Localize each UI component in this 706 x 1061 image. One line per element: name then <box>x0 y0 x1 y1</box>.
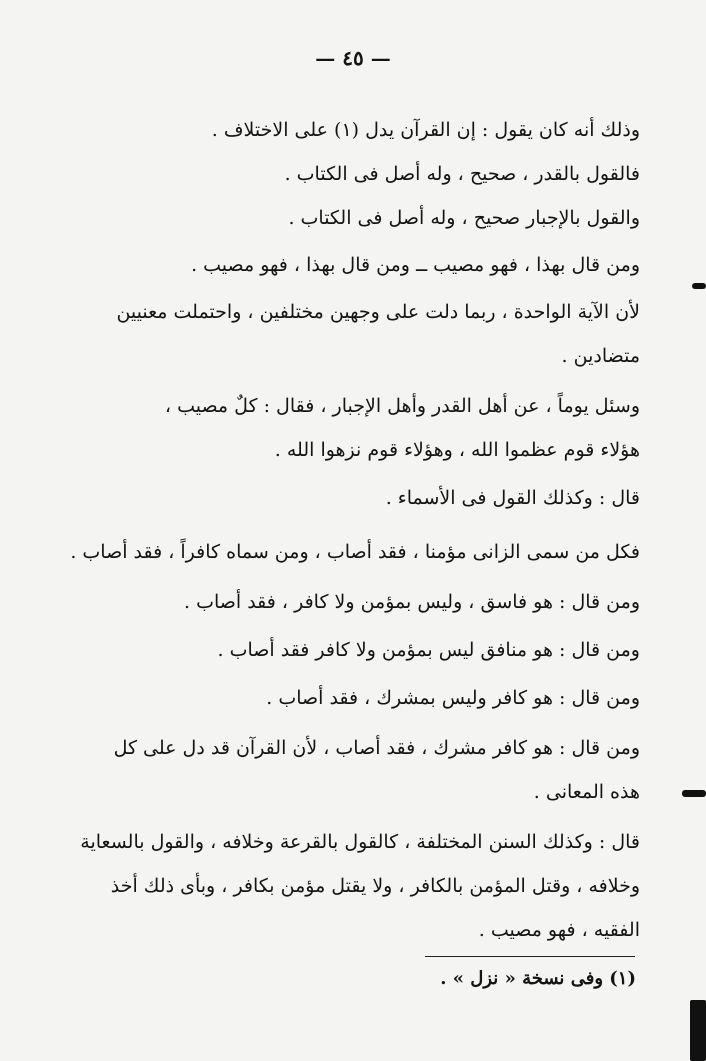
paragraph <box>100 108 640 152</box>
paragraph <box>100 152 640 196</box>
text-line: متضادين . <box>561 345 640 367</box>
scan-edge-mark <box>682 790 706 797</box>
page-number: — ٤٥ — <box>315 46 391 70</box>
paragraph <box>100 243 640 287</box>
paragraph <box>100 196 640 240</box>
footnote: (١) وفى نسخة « نزل » . <box>440 968 636 989</box>
text-line: هؤلاء قوم عظموا الله ، وهؤلاء قوم نزهوا الله . <box>274 439 640 461</box>
text-line: قال : وكذلك السنن المختلفة ، كالقول بالقرعة وخلافه ، والقول بالسعاية <box>80 831 640 853</box>
paragraph <box>100 676 640 720</box>
paragraph <box>80 820 640 952</box>
text-line: فالقول بالقدر ، صحيح ، وله أصل فى الكتاب . <box>284 163 640 185</box>
text-line: لأن الآية الواحدة ، ربما دلت على وجهين مختلفين ، واحتملت معنيين <box>116 301 640 323</box>
scan-edge-mark <box>690 1000 706 1061</box>
text-line: وخلافه ، وقتل المؤمن بالكافر ، ولا يقتل مؤمن بكافر ، وبأى ذلك أخذ <box>110 875 640 897</box>
text-line: وسئل يوماً ، عن أهل القدر وأهل الإجبار ، فقال : كلٌ مصيب ، <box>164 395 640 417</box>
text-line: قال : وكذلك القول فى الأسماء . <box>385 487 640 509</box>
paragraph <box>70 530 640 574</box>
text-line: الفقيه ، فهو مصيب . <box>478 919 640 941</box>
paragraph <box>100 628 640 672</box>
text-line: هذه المعانى . <box>533 781 640 803</box>
text-line: والقول بالإجبار صحيح ، وله أصل فى الكتاب . <box>288 207 640 229</box>
text-line: ومن قال : هو فاسق ، وليس بمؤمن ولا كافر ، فقد أصاب . <box>184 591 640 613</box>
paragraph <box>100 384 640 472</box>
text-line: ومن قال : هو كافر وليس بمشرك ، فقد أصاب . <box>266 687 640 709</box>
text-line: وذلك أنه كان يقول : إن القرآن يدل (١) على الاختلاف . <box>211 119 640 141</box>
scan-edge-mark <box>692 283 706 289</box>
text-line: فكل من سمى الزانى مؤمنا ، فقد أصاب ، ومن سماه كافراً ، فقد أصاب . <box>70 541 640 563</box>
text-line: ومن قال : هو منافق ليس بمؤمن ولا كافر فقد أصاب . <box>217 639 640 661</box>
paragraph <box>100 726 640 814</box>
paragraph <box>100 580 640 624</box>
text-line: ومن قال بهذا ، فهو مصيب ــ ومن قال بهذا ، فهو مصيب . <box>191 254 640 276</box>
paragraph <box>100 290 640 378</box>
footnote-divider <box>425 956 635 957</box>
text-line: ومن قال : هو كافر مشرك ، فقد أصاب ، لأن القرآن قد دل على كل <box>113 737 640 759</box>
paragraph <box>100 476 640 520</box>
